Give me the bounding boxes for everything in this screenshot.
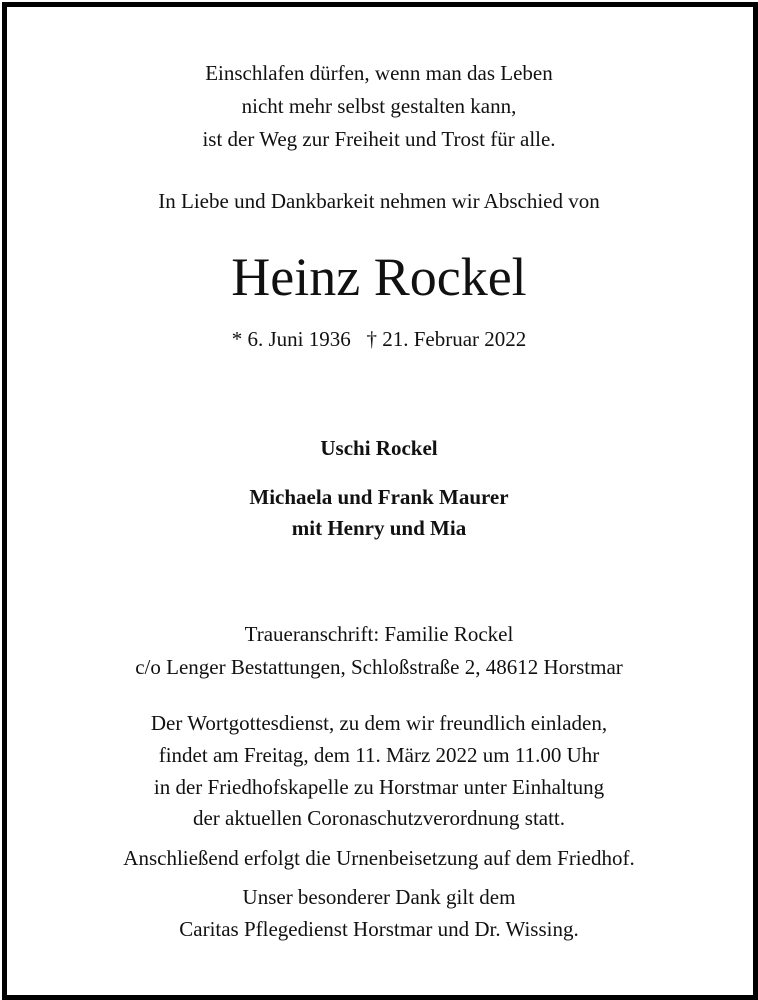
- poem-line: ist der Weg zur Freiheit und Trost für alle.: [202, 127, 556, 151]
- service-line: in der Friedhofskapelle zu Horstmar unter Einhaltung: [153, 775, 605, 799]
- mourner-name: mit Henry und Mia: [291, 516, 467, 540]
- mourner-name: Uschi Rockel: [320, 436, 438, 460]
- intro-text: In Liebe und Dankbarkeit nehmen wir Abschied von: [158, 189, 600, 213]
- thanks-line: Caritas Pflegedienst Horstmar und Dr. Wissing.: [179, 917, 579, 941]
- deceased-name: Heinz Rockel: [231, 247, 527, 307]
- service-line: Der Wortgottesdienst, zu dem wir freundlich einladen,: [150, 711, 608, 735]
- poem-line: Einschlafen dürfen, wenn man das Leben: [205, 61, 553, 85]
- address-line: c/o Lenger Bestattungen, Schloßstraße 2, 48612 Horstmar: [135, 655, 623, 679]
- service-line: findet am Freitag, dem 11. März 2022 um 11.00 Uhr: [158, 743, 600, 767]
- poem-line: nicht mehr selbst gestalten kann,: [241, 94, 517, 118]
- life-dates: * 6. Juni 1936 † 21. Februar 2022: [231, 327, 527, 351]
- mourner-name: Michaela und Frank Maurer: [249, 485, 509, 509]
- thanks-line: Unser besonderer Dank gilt dem: [242, 885, 516, 909]
- service-line: der aktuellen Coronaschutzverordnung statt.: [192, 806, 566, 830]
- burial-text: Anschließend erfolgt die Urnenbeisetzung auf dem Friedhof.: [123, 846, 635, 870]
- address-line: Traueranschrift: Familie Rockel: [244, 622, 514, 646]
